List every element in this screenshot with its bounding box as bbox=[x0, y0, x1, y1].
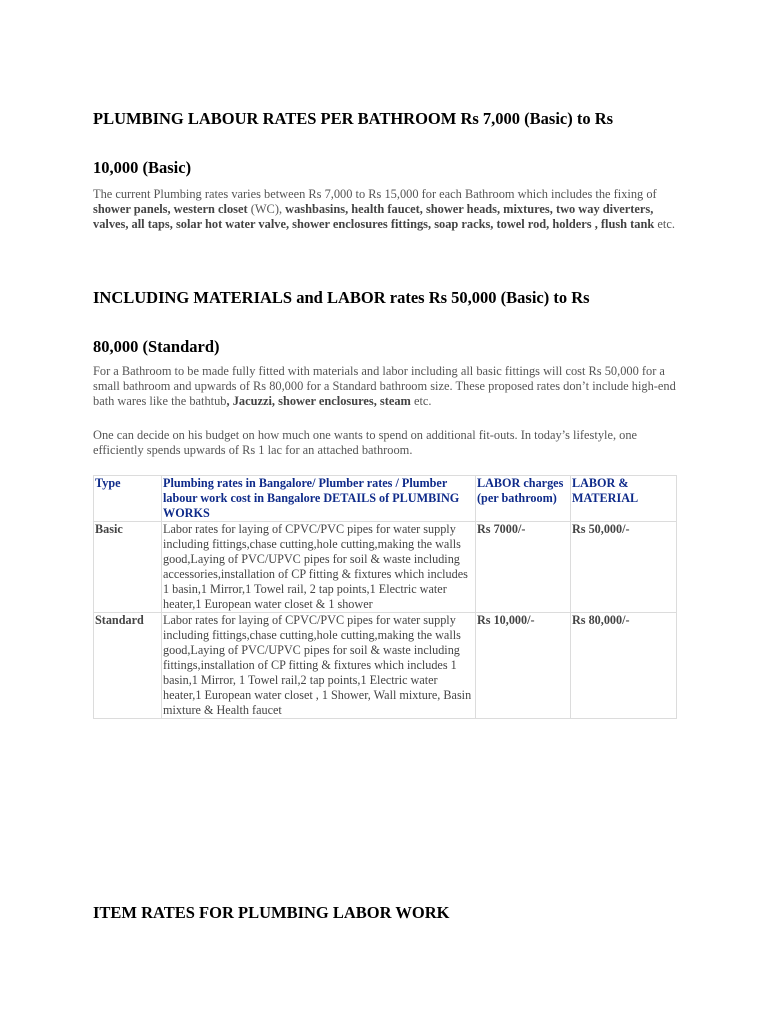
header-type: Type bbox=[94, 476, 162, 522]
section-labour-rates bbox=[93, 94, 693, 192]
heading-materials-line2: 80,000 (Standard) bbox=[93, 337, 220, 356]
table-row bbox=[94, 522, 677, 613]
heading-labour-rates-line2: 10,000 (Basic) bbox=[93, 158, 192, 177]
cell-type: Standard bbox=[94, 613, 162, 719]
heading-labour-rates-line1: PLUMBING LABOUR RATES PER BATHROOM Rs 7,000 (Basic) to Rs bbox=[93, 109, 614, 128]
table-header-row bbox=[94, 476, 677, 522]
heading-materials-line1: INCLUDING MATERIALS and LABOR rates Rs 50,000 (Basic) to Rs bbox=[93, 288, 590, 307]
cell-labor-material: Rs 80,000/- bbox=[571, 613, 677, 719]
cell-labor: Rs 10,000/- bbox=[476, 613, 571, 719]
cell-labor-material: Rs 50,000/- bbox=[571, 522, 677, 613]
cell-details: Labor rates for laying of CPVC/PVC pipes for water supply including fittings,chase cutting,hole cutting,making the walls good,Laying of PVC/UPVC pipes for soil & waste including accessories,installation of CP fitting & fixtures which includes 1 basin,1 Mirror,1 Towel rail, 2 tap points,1 Electric water heater,1 European water closet & 1 shower bbox=[162, 522, 476, 613]
heading-item-rates: ITEM RATES FOR PLUMBING LABOR WORK bbox=[93, 903, 450, 922]
paragraph-labour-rates: The current Plumbing rates varies between Rs 7,000 to Rs 15,000 for each Bathroom which includes the fixing of shower panels, western closet (WC), washbasins, health faucet, shower heads, mixtures, two way diverters, valves, all taps, solar hot water valve, shower enclosures fittings, soap racks, towel rod, holders , flush tank etc. bbox=[93, 187, 675, 231]
paragraph-budget: One can decide on his budget on how much one wants to spend on additional fit-outs. In today’s lifestyle, one efficiently spends upwards of Rs 1 lac for an attached bathroom. bbox=[93, 428, 638, 457]
paragraph-materials-labor: For a Bathroom to be made fully fitted with materials and labor including all basic fittings will cost Rs 50,000 for a small bathroom and upwards of Rs 80,000 for a Standard bathroom size. These proposed rates don’t include high-end bath wares like the bathtub, Jacuzzi, shower enclosures, steam etc. bbox=[93, 364, 676, 408]
cell-type: Basic bbox=[94, 522, 162, 613]
plumbing-rates-table bbox=[93, 475, 677, 719]
table-row bbox=[94, 613, 677, 719]
header-labor-material: LABOR & MATERIAL bbox=[571, 476, 677, 522]
cell-labor: Rs 7000/- bbox=[476, 522, 571, 613]
header-labor: LABOR charges (per bathroom) bbox=[476, 476, 571, 522]
cell-details: Labor rates for laying of CPVC/PVC pipes for water supply including fittings,chase cutting,hole cutting,making the walls good,Laying of PVC/UPVC pipes for soil & waste including fittings,installation of CP fitting & fixtures which includes 1 basin,1 Mirror, 1 Towel rail,2 tap points,1 Electric water heater,1 European water closet , 1 Shower, Wall mixture, Basin mixture & Health faucet bbox=[162, 613, 476, 719]
header-details: Plumbing rates in Bangalore/ Plumber rates / Plumber labour work cost in Bangalore DETAILS of PLUMBING WORKS bbox=[162, 476, 476, 522]
section-materials-labor bbox=[93, 273, 693, 371]
